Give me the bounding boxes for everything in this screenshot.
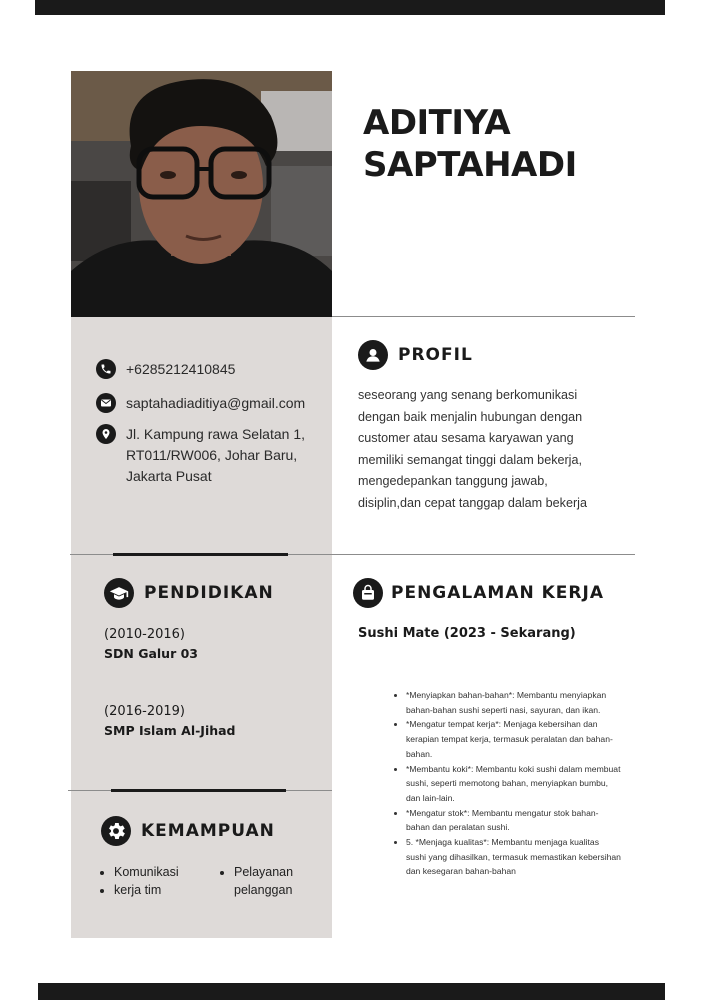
education-school: SDN Galur 03 xyxy=(104,646,198,661)
list-item: • Pelayanan pelanggan xyxy=(234,864,324,899)
contact-phone xyxy=(96,359,235,380)
divider-accent-middle xyxy=(113,553,288,556)
profile-summary xyxy=(358,385,628,514)
education-period: (2016-2019) xyxy=(104,704,186,719)
education-heading xyxy=(104,578,274,608)
address-text xyxy=(126,424,305,487)
list-item: • *Mengatur stok*: Membantu mengatur stok bahan-bahan dan peralatan sushi. xyxy=(406,806,621,835)
contact-email xyxy=(96,393,305,414)
profile-line: disiplin,dan cepat tanggap dalam bekerja xyxy=(358,495,587,510)
email-icon xyxy=(96,393,116,413)
skills-list xyxy=(100,864,324,899)
location-pin-icon xyxy=(96,424,116,444)
address-line-2: RT011/RW006, Johar Baru, xyxy=(126,447,298,463)
skills-column-1 xyxy=(100,864,220,899)
shopping-bag-icon xyxy=(353,578,383,608)
list-item: • kerja tim xyxy=(114,882,220,900)
experience-heading xyxy=(353,578,604,608)
profile-heading xyxy=(358,340,473,370)
profile-line: dengan baik menjalin hubungan dengan xyxy=(358,409,583,424)
skills-column-2 xyxy=(220,864,324,899)
gear-icon xyxy=(101,816,131,846)
skills-title: KEMAMPUAN xyxy=(141,821,275,841)
divider-accent-lower xyxy=(111,789,286,792)
experience-title: PENGALAMAN KERJA xyxy=(391,583,604,603)
list-item: • *Menyiapkan bahan-bahan*: Membantu menyiapkan bahan-bahan sushi seperti nasi, sayuran, dan ikan. xyxy=(406,688,621,717)
profile-line: customer atau sesama karyawan yang xyxy=(358,431,574,445)
skills-heading xyxy=(101,816,275,846)
education-item xyxy=(104,702,236,740)
top-bar xyxy=(35,0,665,15)
education-school: SMP Islam Al-Jihad xyxy=(104,723,236,738)
profile-line: seseorang yang senang berkomunikasi xyxy=(358,388,578,402)
email-address: saptahadiaditiya@gmail.com xyxy=(126,395,306,411)
user-icon xyxy=(358,340,388,370)
education-title: PENDIDIKAN xyxy=(144,583,274,603)
bottom-bar xyxy=(38,983,665,1000)
name-line-2: SAPTAHADI xyxy=(363,145,577,185)
profile-photo xyxy=(71,71,332,317)
list-item: • 5. *Menjaga kualitas*: Membantu menjaga kualitas sushi yang dihasilkan, termasuk memastikan kebersihan dan kesegaran bahan-bahan xyxy=(406,835,621,879)
contact-address xyxy=(96,424,305,487)
phone-number: +6285212410845 xyxy=(126,361,236,377)
job-title: Sushi Mate (2023 - Sekarang) xyxy=(358,626,576,641)
name-line-1: ADITIYA xyxy=(363,103,511,143)
list-item: • Komunikasi xyxy=(114,864,220,882)
full-name xyxy=(363,102,577,186)
address-line-3: Jakarta Pusat xyxy=(126,468,212,484)
profile-title: PROFIL xyxy=(398,345,473,365)
profile-line: memiliki semangat tinggi dalam bekerja, xyxy=(358,452,582,467)
education-period: (2010-2016) xyxy=(104,627,186,642)
list-item: • *Membantu koki*: Membantu koki sushi dalam membuat sushi, seperti memotong bahan, menyiapkan bumbu, dan lain-lain. xyxy=(406,762,621,806)
list-item: • *Mengatur tempat kerja*: Menjaga kebersihan dan kerapian tempat kerja, termasuk peralatan dan bahan-bahan. xyxy=(406,717,621,761)
profile-line: mengedepankan tanggung jawab, xyxy=(358,474,548,488)
graduation-cap-icon xyxy=(104,578,134,608)
divider-profile-top xyxy=(332,316,635,317)
education-item xyxy=(104,625,198,663)
job-duties-list xyxy=(396,688,621,879)
profile-photo-image xyxy=(71,71,332,317)
phone-icon xyxy=(96,359,116,379)
address-line-1: Jl. Kampung rawa Selatan 1, xyxy=(126,426,305,442)
